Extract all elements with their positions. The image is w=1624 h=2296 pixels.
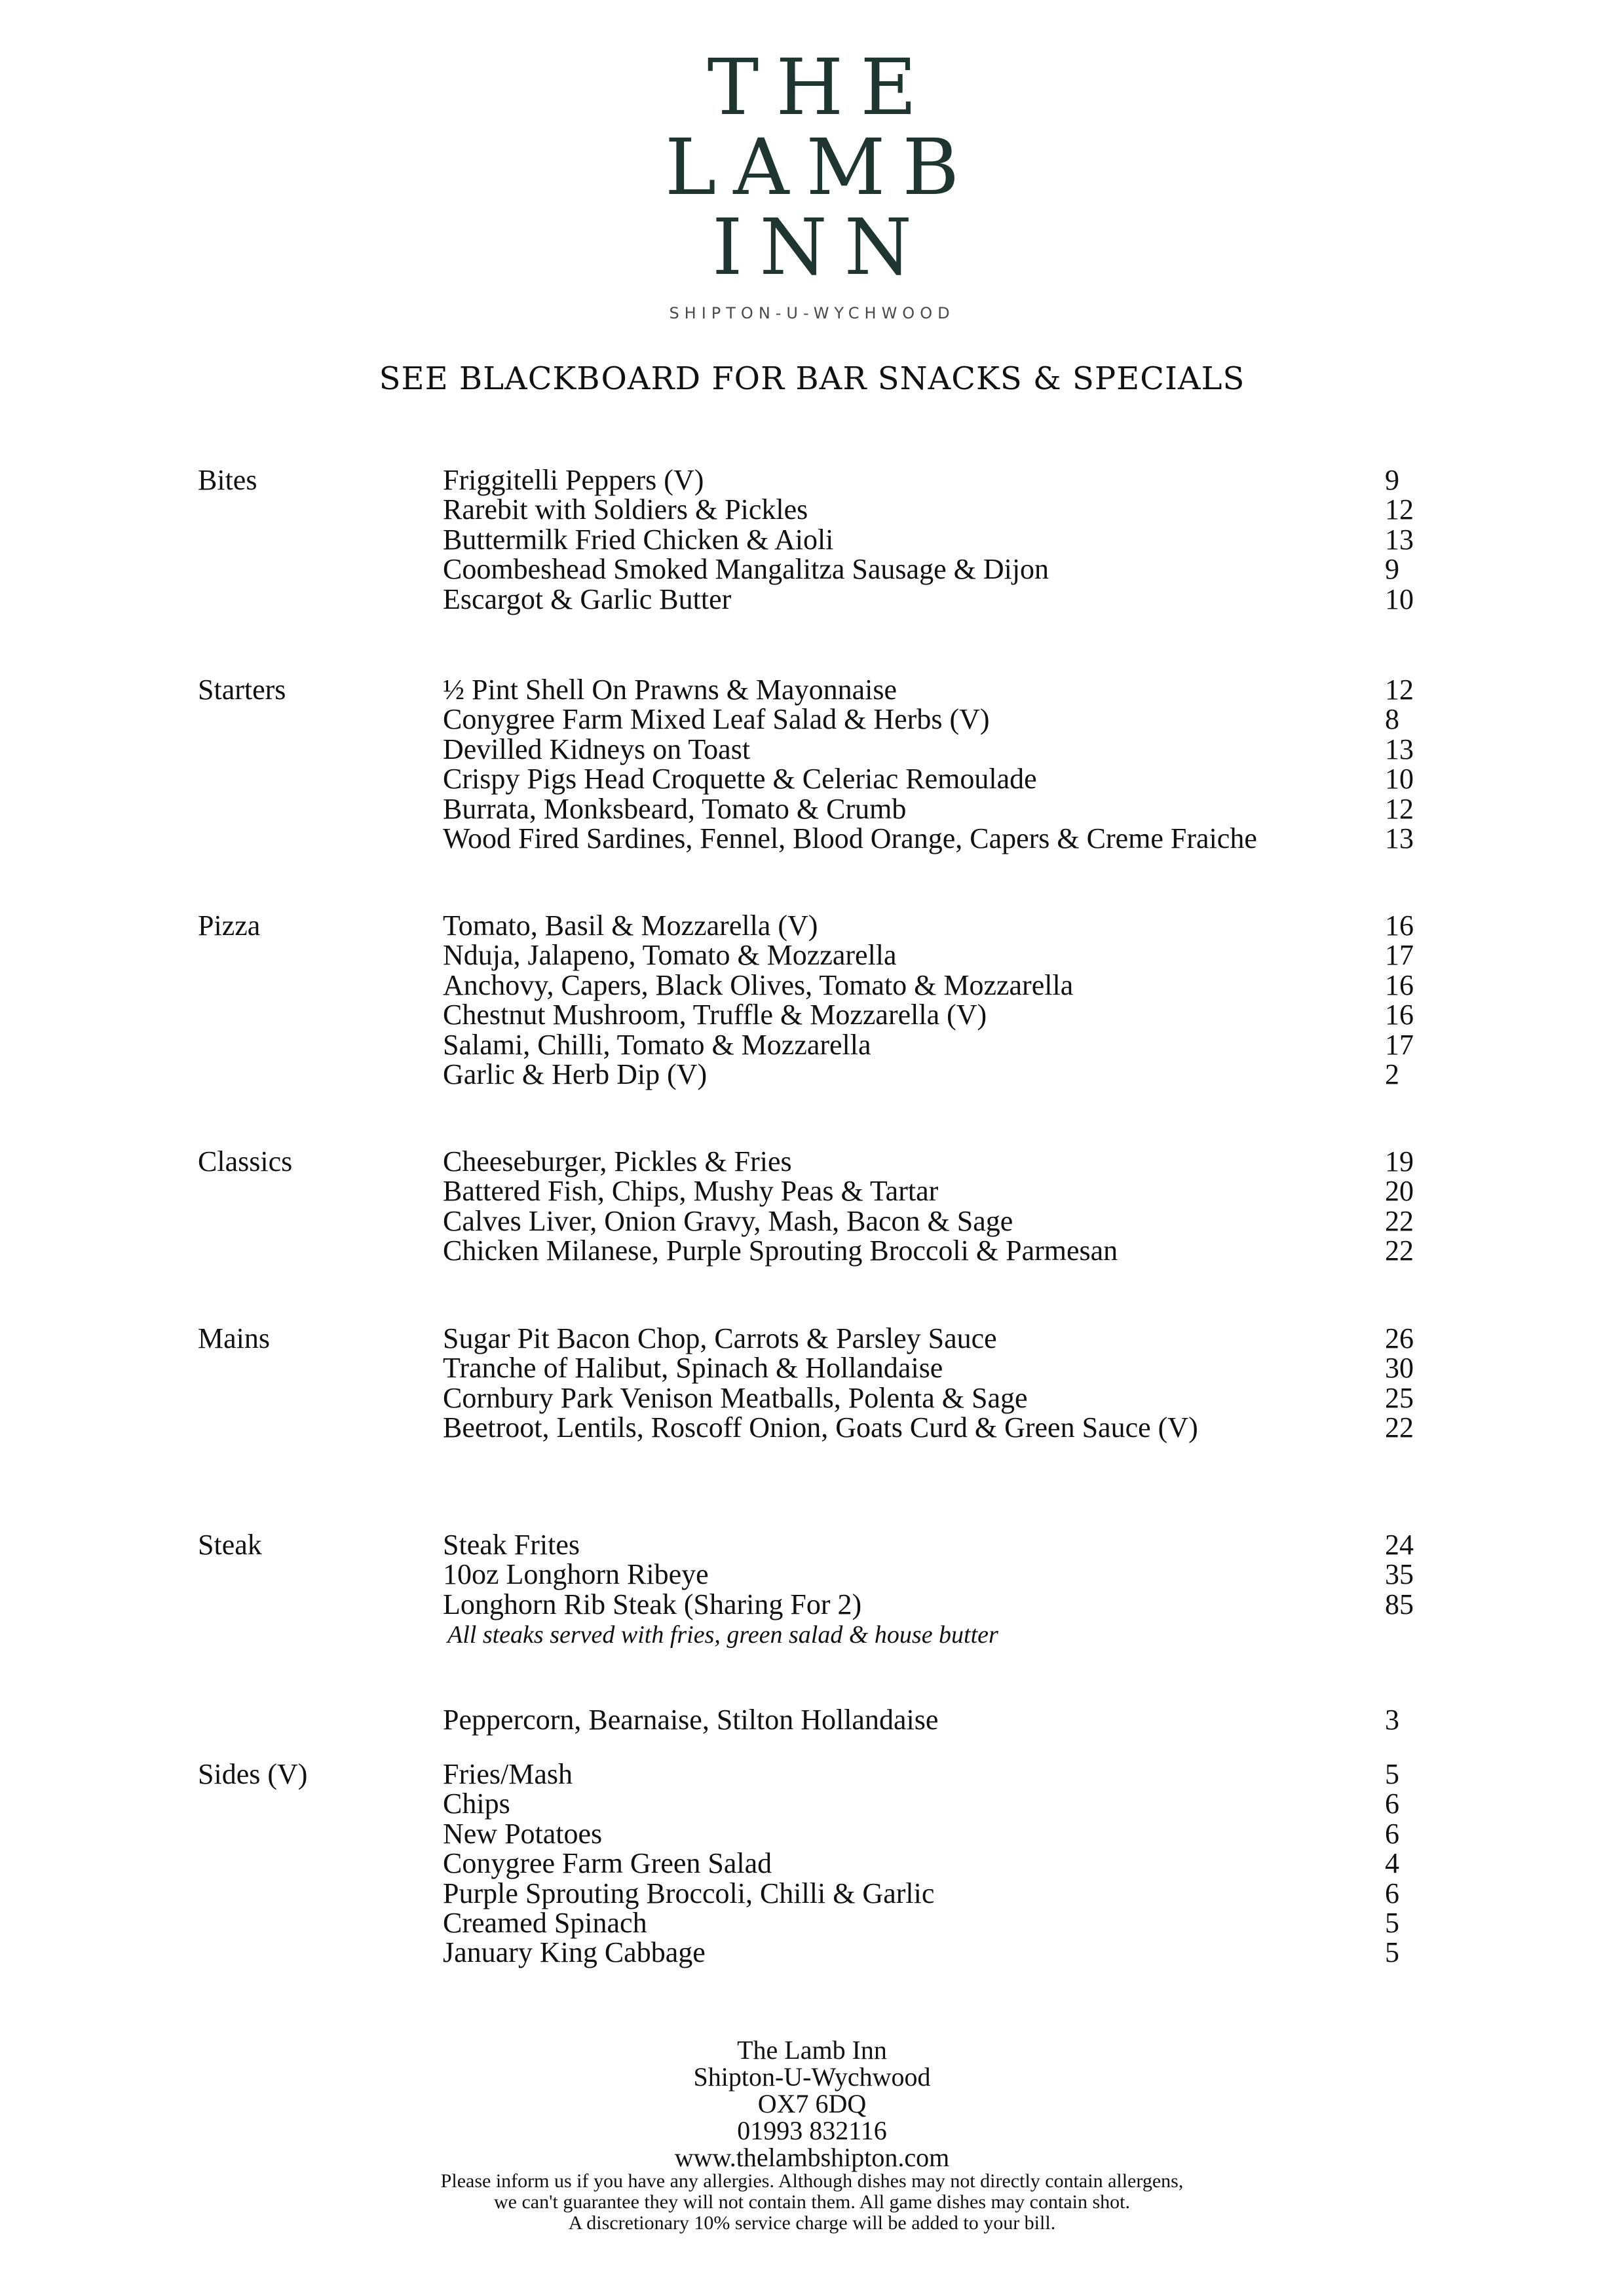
menu-item-name: Steak Frites: [443, 1529, 580, 1561]
menu-item: [443, 1759, 1624, 1789]
menu-item-name: Conygree Farm Green Salad: [443, 1847, 772, 1880]
menu-item-price: 13: [1385, 822, 1414, 854]
allergy-notice: Please inform us if you have any allergies. Although dishes may not directly contain allergens,: [440, 2170, 1184, 2192]
section-category: Mains: [198, 1322, 270, 1354]
menu-item: [443, 1848, 1624, 1878]
restaurant-logo: [0, 42, 1624, 292]
menu-item-name: Beetroot, Lentils, Roscoff Onion, Goats Curd & Green Sauce (V): [443, 1411, 1198, 1444]
menu-item-name: Purple Sprouting Broccoli, Chilli & Garlic: [443, 1877, 935, 1909]
menu-item-price: 9: [1385, 553, 1399, 586]
menu-item-name: Chicken Milanese, Purple Sprouting Broccoli & Parmesan: [443, 1234, 1118, 1267]
section-category: Classics: [198, 1145, 293, 1177]
menu-item-price: 20: [1385, 1175, 1414, 1208]
menu-item: [443, 675, 1624, 704]
menu-item-name: Buttermilk Fried Chicken & Aioli: [443, 523, 834, 556]
menu-item-price: 22: [1385, 1411, 1414, 1444]
menu-item-name: Cheeseburger, Pickles & Fries: [443, 1145, 792, 1177]
menu-item-price: 22: [1385, 1204, 1414, 1237]
logo-line: INN: [711, 202, 930, 292]
menu-item: [443, 554, 1624, 584]
menu-item-name: Garlic & Herb Dip (V): [443, 1058, 708, 1090]
footer-village: Shipton-U-Wychwood: [693, 2062, 931, 2092]
menu-item-price: 19: [1385, 1145, 1414, 1177]
menu-item-name: January King Cabbage: [443, 1936, 706, 1969]
menu-item: [443, 1413, 1624, 1442]
footer-name: The Lamb Inn: [737, 2035, 887, 2065]
logo-line: THE: [707, 42, 934, 132]
menu-item: [443, 794, 1624, 824]
menu-item-price: 22: [1385, 1234, 1414, 1267]
menu-item-price: 6: [1385, 1877, 1399, 1909]
menu-item-name: Battered Fish, Chips, Mushy Peas & Tartar: [443, 1175, 939, 1208]
allergy-notice: we can't guarantee they will not contain them. All game dishes may contain shot.: [494, 2191, 1130, 2213]
menu-item-name: ½ Pint Shell On Prawns & Mayonnaise: [443, 674, 897, 706]
logo-line: LAMB: [664, 122, 977, 212]
menu-item-price: 12: [1385, 674, 1414, 706]
menu-item-price: 13: [1385, 733, 1414, 765]
menu-item-name: Crispy Pigs Head Croquette & Celeriac Remoulade: [443, 763, 1037, 795]
menu-item-price: 6: [1385, 1817, 1399, 1850]
menu-item: [443, 940, 1624, 970]
footer-phone: 01993 832116: [737, 2116, 887, 2145]
menu-item-name: Devilled Kidneys on Toast: [443, 733, 751, 765]
menu-item: [443, 1060, 1624, 1089]
menu-item: [443, 465, 1624, 495]
menu-item: [443, 1383, 1624, 1413]
service-charge-notice: A discretionary 10% service charge will be added to your bill.: [568, 2212, 1056, 2234]
menu-item-name: Sugar Pit Bacon Chop, Carrots & Parsley Sauce: [443, 1322, 997, 1354]
menu-item-price: 10: [1385, 763, 1414, 795]
menu-item-price: 10: [1385, 583, 1414, 615]
menu-item-name: Coombeshead Smoked Mangalitza Sausage & Dijon: [443, 553, 1049, 586]
menu-item-name: Salami, Chilli, Tomato & Mozzarella: [443, 1028, 871, 1061]
menu-item-name: Fries/Mash: [443, 1758, 573, 1790]
menu-item-name: Wood Fired Sardines, Fennel, Blood Orange, Capers & Creme Fraiche: [443, 822, 1257, 854]
sauce-option: Peppercorn, Bearnaise, Stilton Hollandaise: [443, 1704, 939, 1736]
menu-item: [443, 1879, 1624, 1908]
menu-item-list: [443, 675, 1624, 853]
steak-note: All steaks served with fries, green salad & house butter: [447, 1621, 998, 1649]
menu-item: [443, 1789, 1624, 1818]
menu-item: [443, 735, 1624, 764]
menu-item-name: Calves Liver, Onion Gravy, Mash, Bacon & Sage: [443, 1204, 1013, 1237]
menu-item: [443, 1176, 1624, 1206]
menu-item-price: 35: [1385, 1558, 1414, 1591]
footer-postcode: OX7 6DQ: [757, 2089, 867, 2118]
menu-item: [443, 1908, 1624, 1938]
menu-item: [443, 764, 1624, 794]
menu-item-price: 26: [1385, 1322, 1414, 1354]
menu-item: [443, 911, 1624, 940]
menu-item-price: 24: [1385, 1529, 1414, 1561]
section-category: Starters: [198, 674, 286, 706]
menu-item-price: 5: [1385, 1758, 1399, 1790]
menu-item: [443, 495, 1624, 524]
menu-item-name: Nduja, Jalapeno, Tomato & Mozzarella: [443, 939, 897, 972]
menu-item-list: [443, 1530, 1624, 1619]
footer: [0, 2037, 1624, 2234]
menu-item: [443, 1530, 1624, 1559]
menu-item-price: 2: [1385, 1058, 1399, 1090]
menu-item-name: Tomato, Basil & Mozzarella (V): [443, 909, 818, 942]
menu-item: [443, 584, 1624, 614]
menu-item-list: [443, 1324, 1624, 1443]
menu-item-name: 10oz Longhorn Ribeye: [443, 1558, 709, 1591]
menu-item: [443, 970, 1624, 1000]
menu-item-name: Burrata, Monksbeard, Tomato & Crumb: [443, 792, 907, 825]
menu-item: [443, 1030, 1624, 1060]
menu-item-price: 85: [1385, 1588, 1414, 1620]
menu-item-price: 16: [1385, 999, 1414, 1031]
menu-item-name: Creamed Spinach: [443, 1906, 647, 1939]
menu-item-price: 8: [1385, 703, 1399, 736]
menu-item-name: Rarebit with Soldiers & Pickles: [443, 493, 808, 526]
section-category: Sides (V): [198, 1758, 308, 1790]
menu-item-price: 5: [1385, 1906, 1399, 1939]
sauce-price: 3: [1385, 1704, 1399, 1736]
section-category: Pizza: [198, 909, 261, 942]
footer-website[interactable]: www.thelambshipton.com: [674, 2143, 950, 2172]
location-subtitle: SHIPTON-U-WYCHWOOD: [669, 304, 955, 322]
menu-item-name: Tranche of Halibut, Spinach & Hollandaise: [443, 1352, 943, 1385]
menu-item: [443, 1819, 1624, 1848]
menu-item-price: 4: [1385, 1847, 1399, 1880]
menu-item-list: [443, 911, 1624, 1089]
menu-item: [443, 1324, 1624, 1353]
menu-item-price: 12: [1385, 493, 1414, 526]
menu-item-name: Chestnut Mushroom, Truffle & Mozzarella (V): [443, 999, 987, 1031]
menu-item-price: 12: [1385, 792, 1414, 825]
menu-item: [443, 1559, 1624, 1589]
menu-item-list: [443, 465, 1624, 614]
menu-item: [443, 1206, 1624, 1236]
menu-item-name: Longhorn Rib Steak (Sharing For 2): [443, 1588, 862, 1620]
menu-item-price: 30: [1385, 1352, 1414, 1385]
menu-item: [443, 1147, 1624, 1176]
menu-item-name: Conygree Farm Mixed Leaf Salad & Herbs (V): [443, 703, 990, 736]
menu-item: [443, 1353, 1624, 1383]
menu-item-price: 17: [1385, 1028, 1414, 1061]
menu-item: [443, 824, 1624, 853]
menu-item: [443, 525, 1624, 554]
menu-item-name: New Potatoes: [443, 1817, 603, 1850]
menu-item: [443, 704, 1624, 734]
menu-item-price: 17: [1385, 939, 1414, 972]
specials-banner: SEE BLACKBOARD FOR BAR SNACKS & SPECIALS: [379, 360, 1245, 397]
menu-item: [443, 1590, 1624, 1619]
menu-item-price: 5: [1385, 1936, 1399, 1969]
menu-item-list: [443, 1147, 1624, 1266]
menu-item: [443, 1938, 1624, 1967]
menu-item-name: Friggitelli Peppers (V): [443, 464, 704, 496]
menu-item-price: 16: [1385, 968, 1414, 1001]
menu-item: [443, 1000, 1624, 1029]
menu-item-name: Cornbury Park Venison Meatballs, Polenta & Sage: [443, 1381, 1028, 1414]
menu-item-price: 16: [1385, 909, 1414, 942]
section-category: Steak: [198, 1529, 262, 1561]
menu-item-price: 13: [1385, 523, 1414, 556]
section-category: Bites: [198, 464, 257, 496]
menu-item-price: 9: [1385, 464, 1399, 496]
menu-item-name: Escargot & Garlic Butter: [443, 583, 732, 615]
menu-item: [443, 1236, 1624, 1265]
menu-item-name: Chips: [443, 1788, 510, 1820]
menu-item-price: 25: [1385, 1381, 1414, 1414]
menu-item-list: [443, 1759, 1624, 1968]
menu-item-name: Anchovy, Capers, Black Olives, Tomato & Mozzarella: [443, 968, 1074, 1001]
menu-item-price: 6: [1385, 1788, 1399, 1820]
